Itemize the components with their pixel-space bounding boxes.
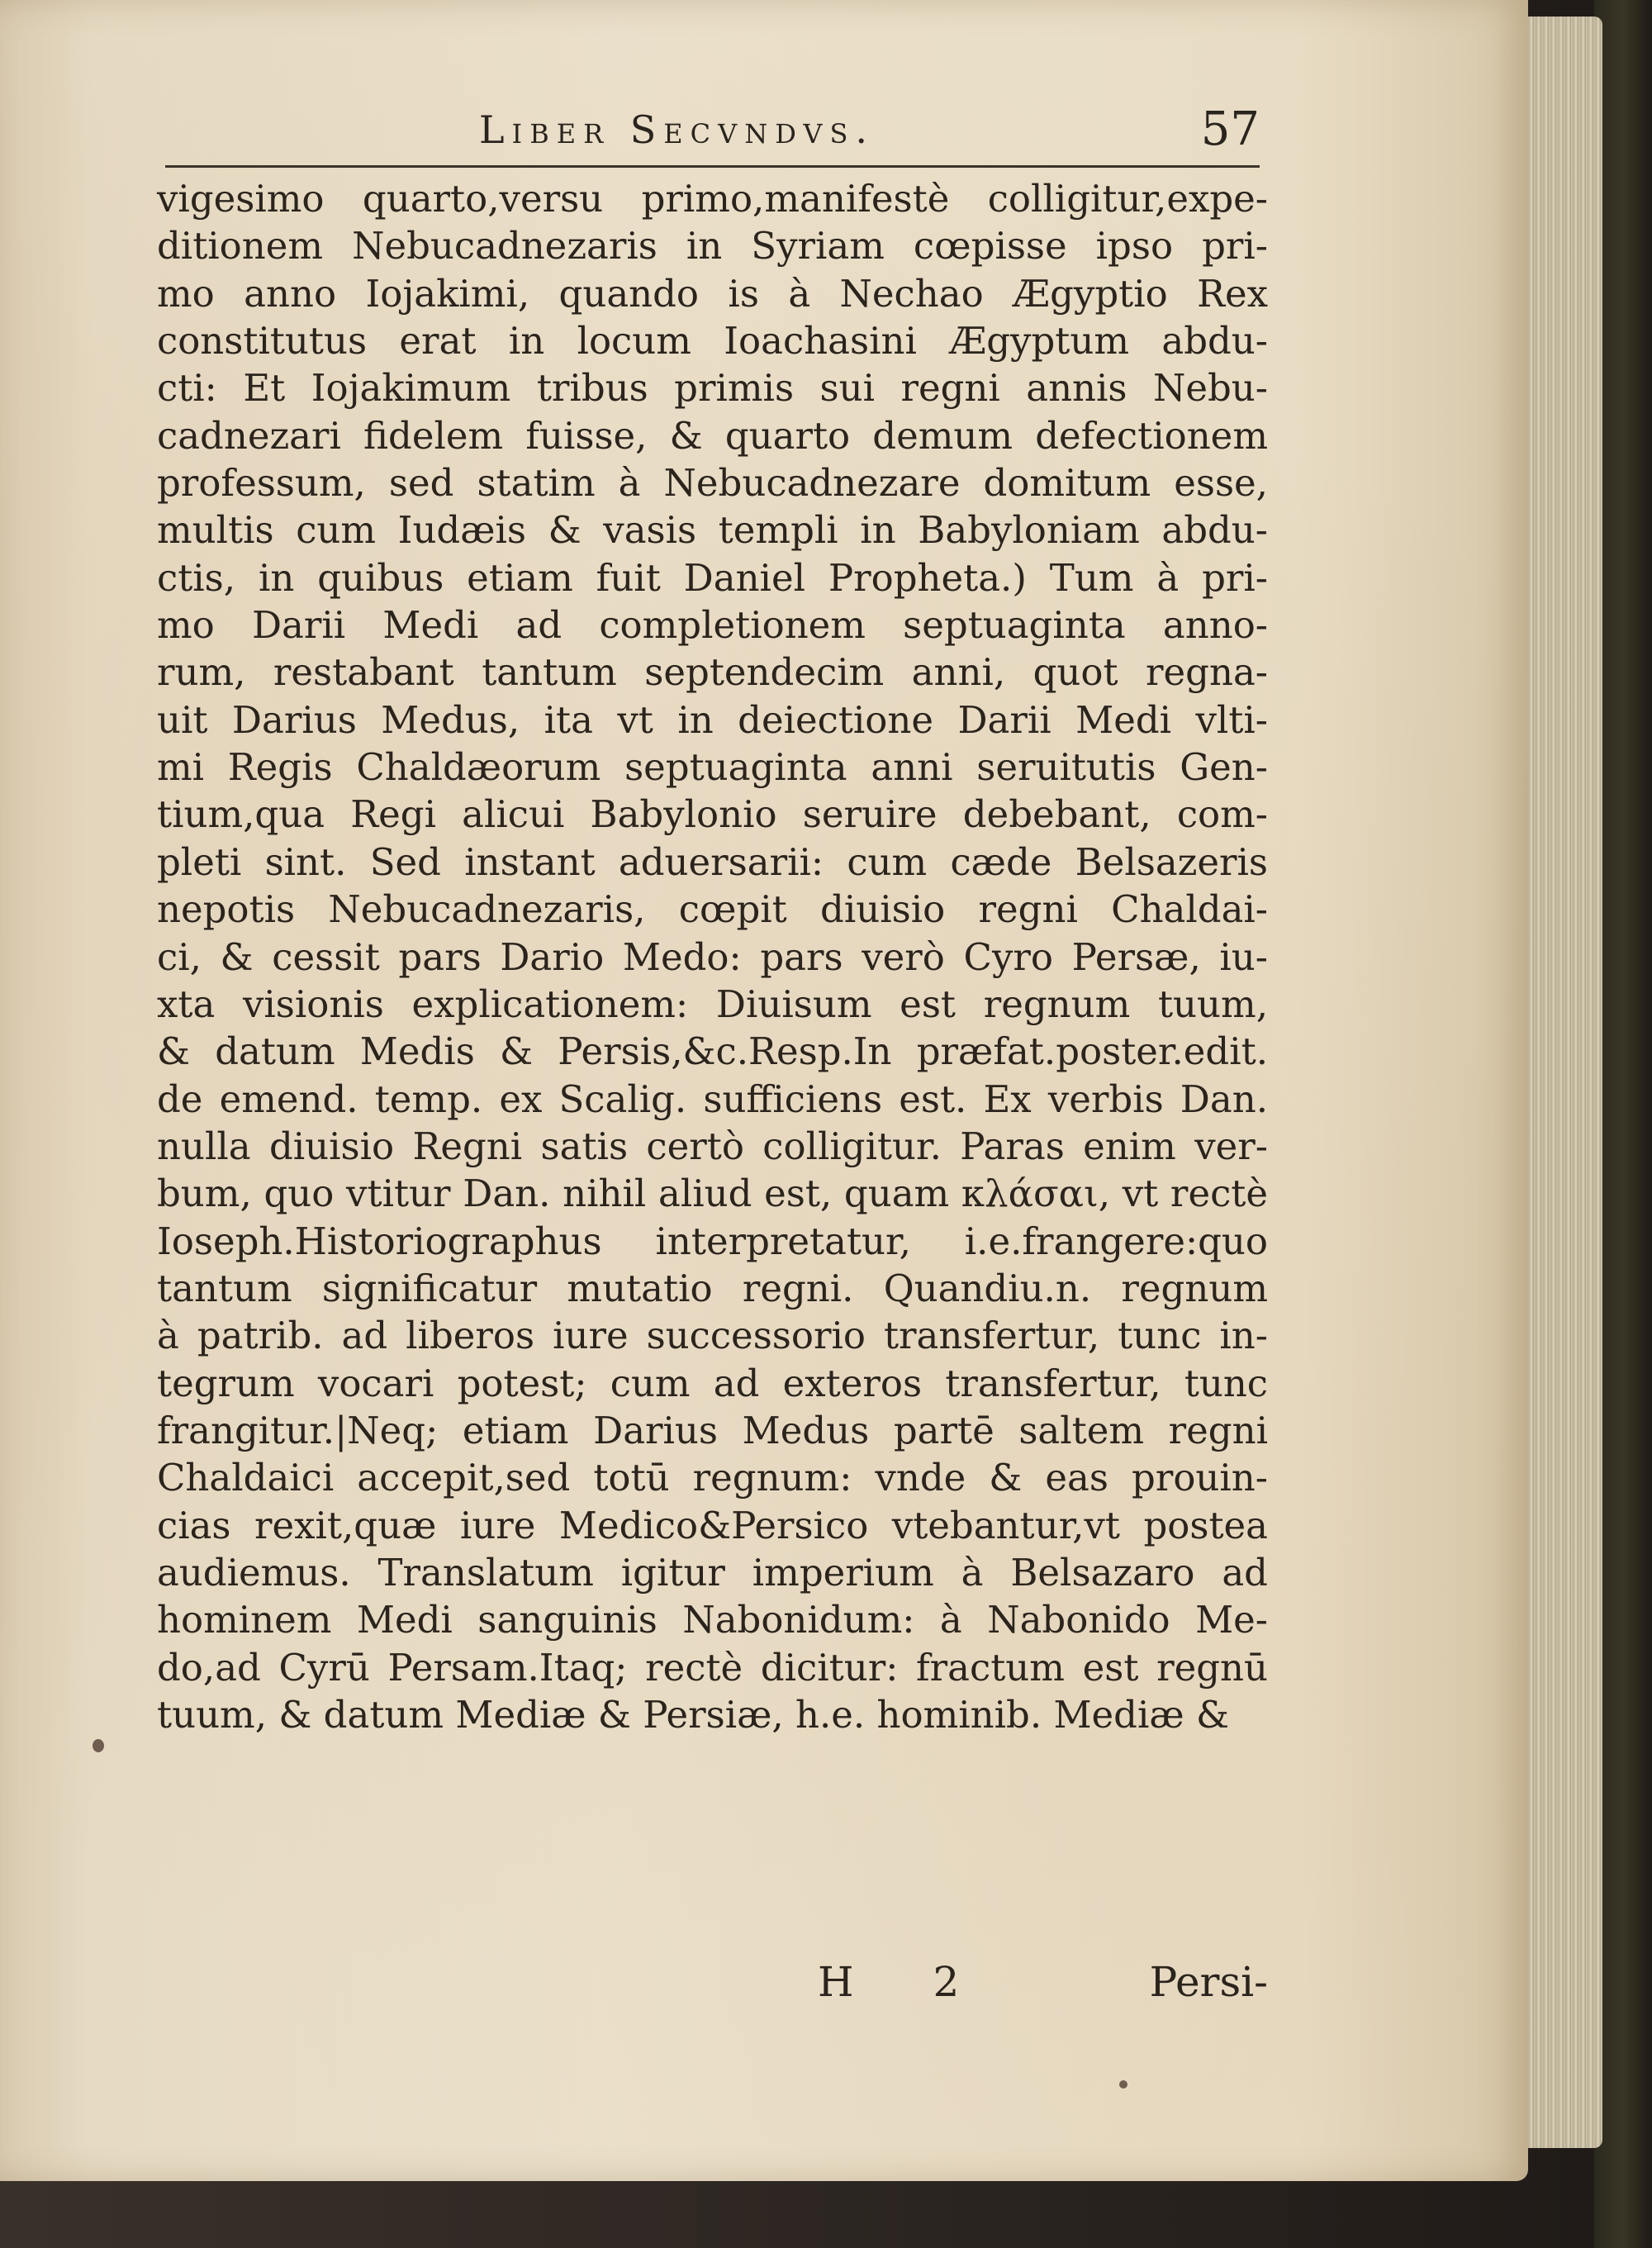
text-line: constitutus erat in locum Ioachasini Ægyptum abdu-	[157, 319, 1268, 364]
text-line: do,ad Cyrū Persam.Itaq; rectè dicitur: fractum est regnū	[157, 1645, 1268, 1690]
text-line: tegrum vocari potest; cum ad exteros transfertur, tunc	[157, 1361, 1268, 1405]
text-line: ctis, in quibus etiam fuit Daniel Propheta.) Tum à pri-	[157, 555, 1268, 600]
text-line: à patrib. ad liberos iure successorio transfertur, tunc in-	[157, 1314, 1268, 1358]
text-line: tantum significatur mutatio regni. Quandiu.n. regnum	[157, 1266, 1268, 1310]
header-rule	[165, 165, 1260, 168]
text-line: hominem Medi sanguinis Nabonidum: à Nabonido Me-	[157, 1598, 1268, 1642]
text-line: cias rexit,quæ iure Medico&Persico vtebantur,vt postea	[157, 1503, 1268, 1547]
catchword: Persi-	[1149, 1958, 1268, 2006]
text-line: & datum Medis & Persis,&c.Resp.In præfat.poster.edit.	[157, 1029, 1268, 1074]
text-line: ditionem Nebucadnezaris in Syriam cœpisse ipso pri-	[157, 224, 1268, 269]
body-text	[157, 175, 1268, 1738]
text-line: cti: Et Iojakimum tribus primis sui regni annis Nebu-	[157, 366, 1268, 411]
ink-spot	[1119, 2080, 1127, 2089]
text-line: vigesimo quarto,versu primo,manifestè colligitur,expe-	[157, 177, 1268, 221]
text-line: audiemus. Translatum igitur imperium à Belsazaro ad	[157, 1550, 1268, 1595]
text-line: nepotis Nebucadnezaris, cœpit diuisio regni Chaldai-	[157, 887, 1268, 932]
page-footer	[157, 1958, 1268, 2016]
text-line: rum, restabant tantum septendecim anni, quot regna-	[157, 650, 1268, 695]
page-header	[165, 102, 1260, 165]
text-line: Ioseph.Historiographus interpretatur, i.e.frangere:quo	[157, 1219, 1268, 1263]
book-cover-edge	[1594, 0, 1652, 2248]
text-line: nulla diuisio Regni satis certò colligitur. Paras enim ver-	[157, 1124, 1268, 1168]
page-number: 57	[1200, 102, 1260, 156]
signature-mark: H 2	[818, 1958, 993, 2006]
text-line: tuum, & datum Mediæ & Persiæ, h.e. hominib. Mediæ &	[157, 1693, 1230, 1737]
text-line: frangitur.|Neq; etiam Darius Medus partē saltem regni	[157, 1408, 1268, 1452]
running-title: Liber Secvndvs.	[479, 107, 875, 152]
text-line: tium,qua Regi alicui Babylonio seruire debebant, com-	[157, 792, 1268, 837]
text-line: professum, sed statim à Nebucadnezare domitum esse,	[157, 461, 1268, 506]
text-line: ci, & cessit pars Dario Medo: pars verò Cyro Persæ, iu-	[157, 934, 1268, 979]
text-line: Chaldaici accepit,sed totū regnum: vnde & eas prouin-	[157, 1456, 1268, 1500]
text-line: multis cum Iudæis & vasis templi in Babyloniam abdu-	[157, 508, 1268, 553]
text-line: cadnezari fidelem fuisse, & quarto demum defectionem	[157, 413, 1268, 458]
ink-spot	[93, 1739, 104, 1752]
text-line: mo anno Iojakimi, quando is à Nechao Ægyptio Rex	[157, 271, 1268, 316]
text-line: de emend. temp. ex Scalig. sufficiens est. Ex verbis Dan.	[157, 1076, 1268, 1121]
text-line: uit Darius Medus, ita vt in deiectione Darii Medi vlti-	[157, 697, 1268, 742]
text-line: xta visionis explicationem: Diuisum est regnum tuum,	[157, 981, 1268, 1026]
text-line: bum, quo vtitur Dan. nihil aliud est, quam κλάσαι, vt rectè	[157, 1172, 1268, 1216]
text-line: mo Darii Medi ad completionem septuaginta anno-	[157, 603, 1268, 648]
text-line: pleti sint. Sed instant aduersarii: cum cæde Belsazeris	[157, 839, 1268, 884]
text-line: mi Regis Chaldæorum septuaginta anni seruitutis Gen-	[157, 745, 1268, 790]
